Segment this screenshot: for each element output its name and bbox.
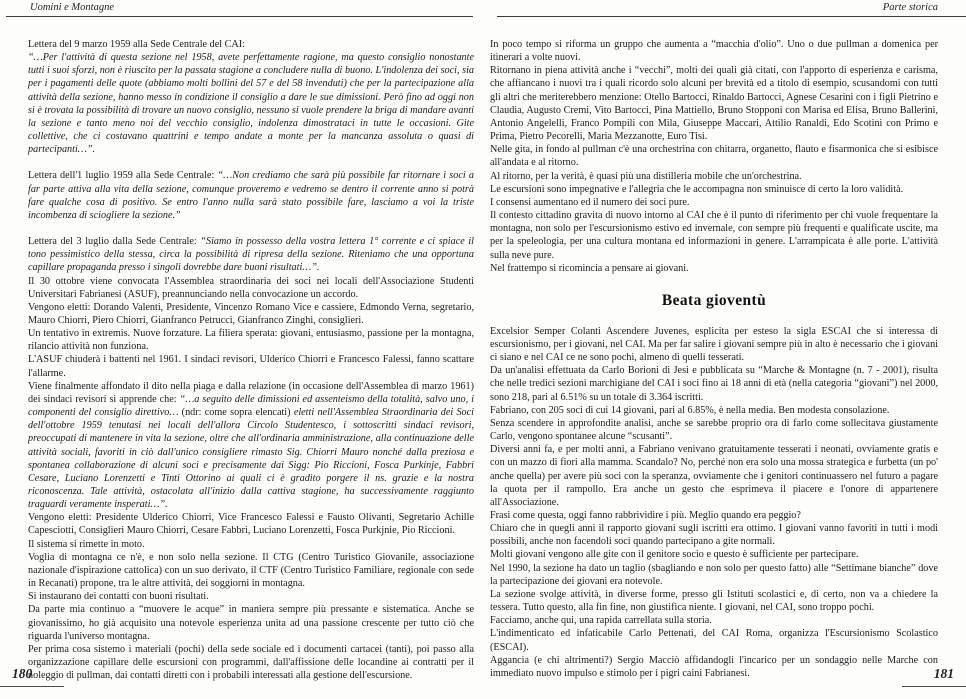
paragraph <box>490 614 938 627</box>
body-text: Il contesto cittadino gravita di nuovo intorno al CAI che è il punto di riferimento per chi vuole frequentare la montagna, non solo per l'escursionismo estivo ed invernale, con sempre più frequenti e qualificate uscite, ma per la speleologia, per una cultura montana ed informazioni in genere. L'arrampicata è alle porte. L'attività sulla neve pure. <box>490 210 938 261</box>
paragraph <box>28 380 474 512</box>
body-text: Lettera del 3 luglio dalla Sede Centrale: <box>28 236 201 248</box>
body-text: Aggancia (e chi altrimenti?) Sergio Macciò affidandogli l'incarico per un sondaggio nelle Marche con immediato nuovo impulso e stimolo per i pigri caini Fabrianesi. <box>490 654 938 679</box>
body-text: La sezione svolge attività, in diverse forme, presso gli Istituti scolastici e, di certo, non va a chiedere la tessera. Tutto questo, alla fin fine, non giustifica niente. I giovani, nel CAI, sono troppo pochi. <box>490 588 938 614</box>
paragraph <box>28 590 474 603</box>
body-text: (ndr: come sopra elencati) <box>181 407 294 419</box>
paragraph <box>28 603 474 642</box>
paragraph <box>28 51 474 156</box>
quoted-text: “…Non crediamo che sarà più possibile far ritornare i soci a far parte attiva alla vita della sezione, comunque proveremo e vedremo se dentro il corrente anno si potrà fare qualche cosa di positivo. Se entro l'anno nulla sarà stato possibile fare, lasciamo a voi la triste incombenza di sciogliere la sezione.” <box>28 170 474 221</box>
body-text: Un tentativo in extremis. Nuove forzature. La filiera sperata: giovani, entusiasmo, passione per la montagna, rilancio attività non funziona. <box>28 328 474 353</box>
paragraph <box>490 417 938 443</box>
paragraph <box>490 143 938 169</box>
right-page-text <box>490 38 938 680</box>
paragraph <box>490 588 938 614</box>
body-text: Da parte mia continuo a “muovere le acque” in maniera sempre più pressante e sistematica. Anche se giovanissimo, ho già acquisito una notevole esperienza unita ad una passione crescente per tutto ciò che riguarda l'universo montagna. <box>28 604 474 642</box>
running-header-right-title: Parte storica <box>882 2 938 13</box>
body-text: Ritornano in piena attività anche i “vecchi”, molti dei quali già citati, con l'apporto di esperienza e carisma, che affiancano i nuovi tra i quali ricordo solo alcuni per brevità ed a titolo di esempio, scusandomi con tutti gli altri che meriterebbero menzione: Otello Bartocci, Rinaldo Bartocci, Agnese Cesarini con i figli Pietrino e Claudia, Augusto Cremi, Vito Bartocci, Pina Mattiello, Bruno Stopponi con Marisa ed Elisa, Bruno Ballerini, Antonio Angelelli, Franco Pompili con Mila, Giuseppe Maccari, Attilio Ranaldi, Edo Scotini con Primo e Prima, Pietro Pecorelli, Maria Mezzanotte, Euro Tisi. <box>490 65 938 143</box>
paragraph <box>28 301 474 327</box>
paragraph <box>28 327 474 353</box>
body-text: Excelsior Semper Colanti Ascendere Juvenes, esplicita per esteso la sigla ESCAI che si interessa di escursionismo, per i giovani, nel CAI. Ma per far salire i giovani sempre più in alto è necessario che i giovani ci siano e nel CAI ce ne sono pochi, almeno di quelli tesserati. <box>490 325 938 364</box>
body-text: Nel 1990, la sezione ha dato un taglio (sbagliando e non solo per questo fatto) alle “Settimane bianche” dove la partecipazione dei giovani era notevole. <box>490 562 938 587</box>
paragraph <box>490 627 938 653</box>
paragraph <box>28 643 474 682</box>
body-text: Lettera dell'1 luglio 1959 alla Sede Centrale: <box>28 170 218 182</box>
paragraph <box>490 443 938 509</box>
body-text: Nel frattempo si ricomincia a pensare ai giovani. <box>490 262 689 274</box>
body-text: Chiaro che in quegli anni il rapporto giovani sugli iscritti era ottimo. I giovani vanno favoriti in tutti i modi possibili, anche non facendoli soci quando partecipano a gite normali. <box>490 523 938 548</box>
paragraph <box>490 38 938 64</box>
body-text: Vengono eletti: Presidente Ulderico Chiorri, Vice Francesco Falessi e Fausto Olivanti, Segretario Achille Capesciotti, Consiglieri Mauro Chiorri, Cesare Fabbri, Luciano Lorenzetti, Fosca Purkjnie, Pio Riccioni. <box>28 512 474 537</box>
body-text: Molti giovani vengono alle gite con il genitore socio e questo è sufficiente per partecipare. <box>490 549 859 561</box>
page-number-left-value: 180 <box>12 666 33 681</box>
page-number-right-value: 181 <box>933 666 954 681</box>
paragraph <box>490 364 938 403</box>
body-text: Si instaurano dei contatti con buoni risultati. <box>28 591 209 603</box>
body-text: Al ritorno, per la verità, è quasi più una distilleria mobile che un'orchestrina. <box>490 170 802 182</box>
paragraph <box>490 262 938 275</box>
quoted-text: “…Per l'attività di questa sezione nel 1958, avete perfettamente ragione, ma questo consiglio nonostante tutti i suoi sforzi, non è riuscito per la passata stagione a concludere nulla di buono. L'indolenza dei soci, sia per i pagamenti delle quote (abbiamo molti bollini del 57 e del 58 invenduti) che per la partecipazione alla attività della sezione, hanno messo in condizione il consiglio a dare le sue dimissioni. Però fino ad oggi non si è trovata la possibilità di trovare un nuovo consiglio, nessuno si vuole prendere la briga di mandare avanti la sezione e tanto meno noi del vecchio consiglio, indolenza dimostrataci in tutte le occasioni. Gite collettive, che ci costavano quattrini e tempo andate a monte per la mancanza assoluta o quasi di partecipanti…”. <box>28 52 474 156</box>
body-text: Diversi anni fa, e per molti anni, a Fabriano venivano gratuitamente tesserati i neonati, ovviamente gratis e con un mazzo di fiori alla mamma. Scandalo? No, perché non era solo una mossa strategica e furbetta (un po' anche quella) per avere più soci con la speranza, ovviamente che i genitori continuassero nel futuro a pagare la quota per il rampollo. Era anche un gesto che esprimeva il piacere e l'onore di appartenere all'Associazione. <box>490 444 938 508</box>
paragraph <box>28 353 474 379</box>
paragraph <box>490 404 938 417</box>
body-text: Le escursioni sono impegnative e l'allegria che le accompagna non sminuisce di certo la loro validità. <box>490 183 904 195</box>
paragraph <box>490 548 938 561</box>
paragraph <box>490 562 938 588</box>
paragraph <box>28 275 474 301</box>
paragraph <box>490 64 938 143</box>
body-text: Nelle gita, in fondo al pullman c'è una orchestrina con chitarra, organetto, flauto e fisarmonica che si esibisce all'andata e al ritorno. <box>490 144 938 169</box>
paragraph <box>490 170 938 183</box>
body-text: L'indimenticato ed infaticabile Carlo Pettenati, del CAI Roma, organizza l'Escursionismo Scolastico (ESCAI). <box>490 628 938 653</box>
body-text: L'ASUF chiuderà i battenti nel 1961. I sindaci revisori, Ulderico Chiorri e Francesco Falessi, fanno scattare l'allarme. <box>28 354 474 379</box>
paragraph <box>490 654 938 680</box>
body-text: Voglia di montagna ce n'è, e non solo nella sezione. Il CTG (Centro Turistico Giovanile, associazione nazionale d'ispirazione cattolica) con un suo derivato, il CTF (Centro Turistico Familiare, regionale con sede in Recanati) propone, tra le altre attività, dei soggiorni in montagna. <box>28 551 474 590</box>
quoted-text: eletti nell'Assemblea Straordinaria dei Soci dell'ottobre 1959 tenutasi nei locali dell'allora Circolo Studentesco, i sottoscritti sindaci revisori, preoccupati di mantenere in vita la sezione, oltre che all'ordinaria amministrazione, alla continuazione delle attività sociali, favoriti in ciò dall'unico consigliere rimasto Sig. Chiorri Mauro nonché dalla preziosa e spontanea collaborazione di alcuni soci e precisamente dai Sigg: Pio Riccioni, Fosca Purkinje, Fabbri Cesare, Luciano Lorenzetti e Tinti Ottorino ai quali ci è gradito porgere il ns. grazie e la nostra riconoscenza. Tale attività, ostacolata all'inizio dalla cattiva stagione, ha successivamente raggiunto traguardi veramente insperati…”. <box>28 407 474 511</box>
body-text: Il sistema si rimette in moto. <box>28 538 145 550</box>
body-text: Da un'analisi effettuata da Carlo Borioni di Jesi e pubblicata su “Marche & Montagne (n. 7 - 2001), risulta che nelle tredici sezioni marchigiane del CAI i soci fino ai 18 anni di età (nella categoria “giovani”) nel 2000, sono 218, pari al 6.51% su un totale di 3.364 iscritti. <box>490 365 938 403</box>
paragraph <box>490 183 938 196</box>
paragraph <box>490 522 938 548</box>
paragraph <box>28 235 474 274</box>
body-text: Viene finalmente affondato il dito nella piaga e dalla relazione (in occasione dell'Assemblea di marzo 1961) dei sindaci revisori si apprende che: <box>28 380 474 405</box>
paragraph <box>490 196 938 209</box>
paragraph <box>28 511 474 537</box>
body-text: Senza scendere in approfondite analisi, anche se sarebbe proprio ora di farlo come sollecitava giustamente Carlo, vengono spontanee alcune “scusanti”. <box>490 417 938 443</box>
body-text: In poco tempo si riforma un gruppo che aumenta a “macchia d'olio”. Uno o due pullman a domenica per itinerari a volte nuovi. <box>490 39 938 64</box>
body-text: Lettera del 9 marzo 1959 alla Sede Centrale del CAI: <box>28 39 245 50</box>
paragraph <box>490 209 938 262</box>
paragraph <box>28 169 474 222</box>
page-number-rule-left <box>0 686 64 687</box>
paragraph <box>28 551 474 590</box>
body-text: Frasi come questa, oggi fanno rabbrividire i più. Meglio quando era peggio? <box>490 510 801 521</box>
paragraph <box>490 509 938 522</box>
section-heading: Beata gioventù <box>661 291 767 309</box>
body-text: Facciamo, anche qui, una rapida carrellata sulla storia. <box>490 615 712 627</box>
paragraph <box>28 38 474 51</box>
paragraph <box>490 325 938 364</box>
header-rule-left <box>6 16 473 17</box>
page-number-left <box>12 666 32 682</box>
header-rule-right <box>497 16 966 17</box>
body-text: I consensi aumentano ed il numero dei soci pure. <box>490 196 690 208</box>
body-text: Vengono eletti: Dorando Valenti, Presidente, Vincenzo Romano Vice e cassiere, Edmondo Verna, segretario, Mauro Chiorri, Piero Chiorri, Gianfranco Petrucci, Gianfranco Zinghi, consiglieri. <box>28 301 474 326</box>
body-text: Per prima cosa sistemo i materiali (pochi) della sede sociale ed i documenti cartacei (tanti), poi passo alla organizzazione capillare delle escursioni con programmi, dall'affissione delle locandine ai contratti per il noleggio di pullman, dai contatti diretti con i probabili interessati alla gestione dell'escursione. <box>28 643 474 682</box>
quoted-text: “…a seguito delle dimissioni ed assenteismo della totalità, salvo uno, i componenti del consiglio direttivo… <box>28 393 474 419</box>
paragraph <box>28 538 474 551</box>
running-header-right <box>883 2 938 13</box>
running-header-left <box>30 2 114 13</box>
page-number-rule-right <box>902 686 966 687</box>
body-text: Il 30 ottobre viene convocata l'Assemblea straordinaria dei soci nei locali dell'Associazione Studenti Universitari Fabrianesi (ASUF), preannunciando nella convocazione un accordo. <box>28 275 474 300</box>
running-header-left-title: Uomini e Montagne <box>30 2 114 13</box>
page-number-right <box>934 666 954 682</box>
quoted-text: “Siamo in possesso della vostra lettera 1° corrente e ci spiace il tono pessimistico della stessa, circa la possibilità di ripresa della sezione. Riteniamo che una opportuna capillare propaganda presso i singoli dovrebbe dare buoni risultati…”. <box>28 236 474 274</box>
left-page-text <box>28 38 474 682</box>
body-text: Fabriano, con 205 soci di cui 14 giovani, pari al 6.85%, è nella media. Ben modesta consolazione. <box>490 404 890 416</box>
